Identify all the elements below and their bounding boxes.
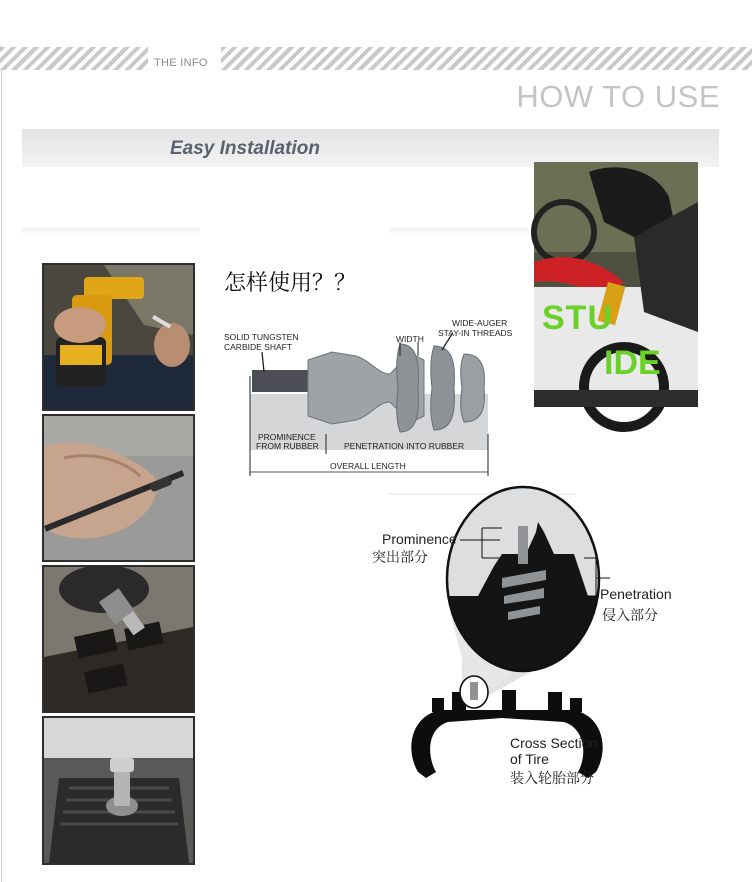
photo-hand-tool: [42, 414, 195, 562]
page-title: HOW TO USE: [516, 79, 720, 114]
stud-tread-photo-art: [44, 718, 193, 863]
subtle-divider-2: [390, 228, 528, 236]
penetration-label-cn: 侵入部分: [602, 607, 658, 623]
photo-drill-install: [42, 263, 195, 411]
photo-stud-in-tread: [42, 716, 195, 865]
thread-1: [397, 344, 419, 432]
prominence-label-line-1: PROMINENCE: [258, 432, 316, 442]
section-subtitle: Easy Installation: [170, 138, 320, 159]
thread-3: [461, 354, 485, 422]
tungsten-shaft: [252, 370, 314, 392]
shaft-pointer: [262, 352, 264, 372]
how-to-use-question: 怎样使用？？: [224, 270, 357, 295]
prominence-label-cn: 突出部分: [372, 549, 428, 565]
drill-photo-art: [44, 265, 193, 409]
thread-2: [431, 346, 455, 430]
overall-length-label: OVERALL LENGTH: [330, 461, 406, 471]
drill-tire-photo-art: [44, 567, 193, 711]
prominence-label-en: Prominence: [382, 531, 457, 547]
hand-tool-photo-art: [44, 416, 193, 560]
penetration-label-en: Penetration: [600, 586, 672, 602]
stud-in-tire: [470, 682, 478, 700]
auger-label-line-1: WIDE-AUGER: [452, 318, 508, 328]
photo-drill-tire: [42, 565, 195, 713]
cross-section-label-1: Cross Section: [510, 735, 598, 751]
left-edge-line: [1, 45, 2, 882]
width-label: WIDTH: [396, 334, 424, 344]
prominence-label-line-2: FROM RUBBER: [256, 441, 319, 451]
shaft-label-line-2: CARBIDE SHAFT: [224, 342, 293, 352]
tire-cross-section-diagram: [352, 492, 682, 792]
tire-knobs: [432, 690, 582, 712]
penetration-label: PENETRATION INTO RUBBER: [344, 441, 465, 451]
section-tag: THE INFO: [154, 57, 208, 69]
sign-text-line-2: IDE: [604, 344, 661, 382]
cross-section-label-cn: 装入轮胎部分: [510, 770, 594, 786]
auger-label-line-2: STAY-IN THREADS: [438, 328, 513, 338]
header-hatch-right: [221, 47, 752, 70]
sign-text-line-1: STU: [542, 299, 613, 337]
photo-rider-installing: [534, 162, 698, 407]
header-hatch-left: [0, 47, 148, 70]
cross-section-label-2: of Tire: [510, 751, 549, 767]
subtle-divider: [22, 228, 200, 236]
stud-dimension-diagram: [220, 316, 513, 478]
shaft-label-line-1: SOLID TUNGSTEN: [224, 332, 299, 342]
